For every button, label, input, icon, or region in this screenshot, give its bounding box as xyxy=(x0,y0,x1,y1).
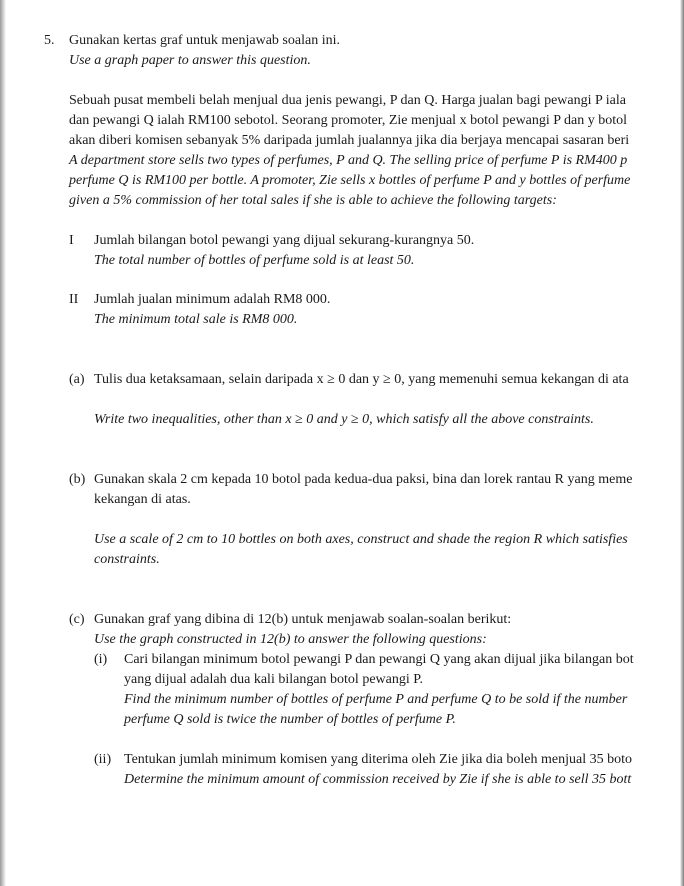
part-c-english: Use the graph constructed in 12(b) to answer the following questions: xyxy=(94,632,487,647)
part-b-english-line-1: Use a scale of 2 cm to 10 bottles on both axes, construct and shade the region R which satisfies xyxy=(94,532,628,547)
part-c-ii-english: Determine the minimum amount of commission received by Zie if she is able to sell 35 bott xyxy=(124,772,632,787)
paragraph-english-line-1: A department store sells two types of perfumes, P and Q. The selling price of perfume P is RM400 p xyxy=(69,153,628,168)
paragraph-english-line-2: perfume Q is RM100 per bottle. A promoter, Zie sells x bottles of perfume P and y bottles of perfume xyxy=(69,173,631,188)
intro-english: Use a graph paper to answer this question. xyxy=(69,53,311,68)
part-b-label: (b) xyxy=(69,472,86,487)
part-c-label: (c) xyxy=(69,612,85,627)
constraint-ii-malay: Jumlah jualan minimum adalah RM8 000. xyxy=(94,292,331,307)
paragraph-english-line-3: given a 5% commission of her total sales if she is able to achieve the following targets: xyxy=(69,193,557,208)
part-c-malay: Gunakan graf yang dibina di 12(b) untuk menjawab soalan-soalan berikut: xyxy=(94,612,512,627)
paragraph-malay-line-1: Sebuah pusat membeli belah menjual dua jenis pewangi, P dan Q. Harga jualan bagi pewangi P iala xyxy=(69,93,626,108)
part-c-i-malay-line-1: Cari bilangan minimum botol pewangi P dan pewangi Q yang akan dijual jika bilangan bot xyxy=(124,652,634,667)
intro-malay: Gunakan kertas graf untuk menjawab soalan ini. xyxy=(69,33,340,48)
constraint-ii-english: The minimum total sale is RM8 000. xyxy=(94,312,298,327)
page-left-edge-shadow xyxy=(0,0,6,886)
page-right-edge-shadow xyxy=(680,0,684,886)
part-b-malay-line-1: Gunakan skala 2 cm kepada 10 botol pada kedua-dua paksi, bina dan lorek rantau R yang meme xyxy=(94,472,633,487)
part-b-malay-line-2: kekangan di atas. xyxy=(94,492,191,507)
paragraph-malay-line-3: akan diberi komisen sebanyak 5% daripada jumlah jualannya jika dia berjaya mencapai sasaran beri xyxy=(69,133,630,148)
part-c-i-malay-line-2: yang dijual adalah dua kali bilangan botol pewangi P. xyxy=(124,672,423,687)
part-c-i-english-line-2: perfume Q sold is twice the number of bottles of perfume P. xyxy=(124,712,456,727)
part-a-english: Write two inequalities, other than x ≥ 0 and y ≥ 0, which satisfy all the above constraints. xyxy=(94,412,594,427)
part-c-ii-malay: Tentukan jumlah minimum komisen yang diterima oleh Zie jika dia boleh menjual 35 boto xyxy=(124,752,632,767)
part-c-ii-label: (ii) xyxy=(94,752,112,767)
part-a-malay: Tulis dua ketaksamaan, selain daripada x ≥ 0 dan y ≥ 0, yang memenuhi semua kekangan di ata xyxy=(94,372,629,387)
part-b-english-line-2: constraints. xyxy=(94,552,160,567)
paragraph-malay-line-2: dan pewangi Q ialah RM100 sebotol. Seorang promoter, Zie menjual x botol pewangi P dan y botol xyxy=(69,113,628,128)
constraint-i-english: The total number of bottles of perfume sold is at least 50. xyxy=(94,253,415,268)
part-a-label: (a) xyxy=(69,372,85,387)
constraint-i-malay: Jumlah bilangan botol pewangi yang dijual sekurang-kurangnya 50. xyxy=(94,233,475,248)
part-c-i-english-line-1: Find the minimum number of bottles of perfume P and perfume Q to be sold if the number xyxy=(124,692,628,707)
constraint-i-label: I xyxy=(69,233,74,248)
question-number: 5. xyxy=(44,33,55,48)
constraint-ii-label: II xyxy=(69,292,79,307)
part-c-i-label: (i) xyxy=(94,652,108,667)
